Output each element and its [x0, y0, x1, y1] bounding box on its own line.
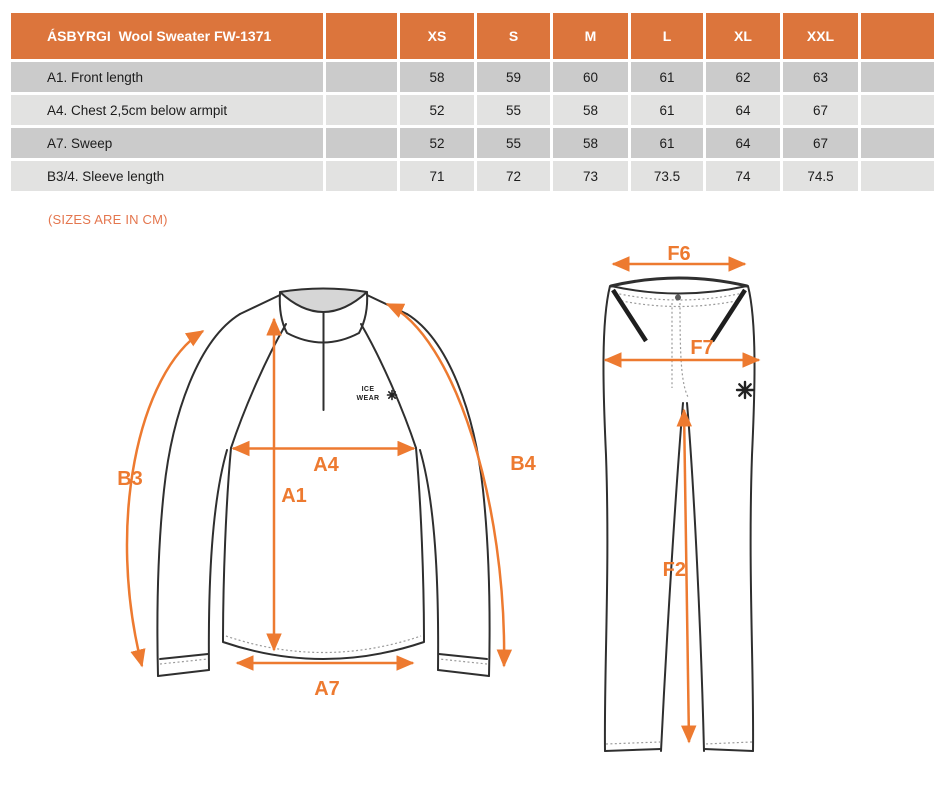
size-cell: 74.5	[783, 161, 858, 191]
size-cell: 61	[631, 128, 703, 158]
row-label: A1. Front length	[11, 62, 323, 92]
logo-text-line2: WEAR	[356, 395, 380, 402]
right-leg-hem	[704, 749, 753, 751]
sweater-drawing	[117, 289, 536, 701]
table-row	[11, 95, 934, 125]
table-row	[11, 128, 934, 158]
row-label: A4. Chest 2,5cm below armpit	[11, 95, 323, 125]
size-cell: 63	[783, 62, 858, 92]
front-length-label: A1	[281, 485, 307, 507]
snowflake-icon	[737, 382, 753, 398]
left-raglan-seam	[231, 324, 286, 448]
waist-button	[675, 295, 681, 301]
spacer-cell	[861, 95, 934, 125]
size-header-l: L	[631, 13, 703, 59]
header-trailing-cell	[861, 13, 934, 59]
spacer-cell	[861, 128, 934, 158]
table-row	[11, 62, 934, 92]
size-cell: 59	[477, 62, 550, 92]
size-cell: 58	[553, 128, 628, 158]
waistband-bottom	[611, 286, 747, 294]
left-sleeve-measure-arrow	[127, 331, 203, 666]
waistband-stitching-2	[617, 300, 741, 307]
spacer-cell	[326, 161, 397, 191]
logo-text-line1: ICE	[361, 386, 375, 393]
size-cell: 64	[706, 128, 780, 158]
spacer-cell	[861, 161, 934, 191]
size-cell: 67	[783, 128, 858, 158]
size-cell: 73	[553, 161, 628, 191]
units-caption: (SIZES ARE IN CM)	[48, 212, 168, 227]
spacer-cell	[326, 128, 397, 158]
snowflake-icon	[388, 391, 397, 400]
size-cell: 72	[477, 161, 550, 191]
sweep-label: A7	[314, 678, 340, 700]
size-cell: 62	[706, 62, 780, 92]
size-cell: 52	[400, 128, 474, 158]
table-title: ÁSBYRGI Wool Sweater FW-1371	[11, 13, 323, 59]
right-cuff	[438, 670, 489, 676]
right-hem-stitching	[705, 742, 752, 744]
sweater-body	[223, 448, 424, 659]
hip-label: F7	[690, 337, 714, 359]
spacer-cell	[326, 95, 397, 125]
waistband-top	[611, 278, 747, 286]
left-cuff-stitching	[160, 659, 208, 664]
garment-measurement-diagram	[0, 240, 946, 785]
table-row	[11, 161, 934, 191]
size-header-xl: XL	[706, 13, 780, 59]
size-cell: 52	[400, 95, 474, 125]
size-cell: 55	[477, 95, 550, 125]
left-leg-hem	[605, 749, 661, 751]
size-header-s: S	[477, 13, 550, 59]
chest-label: A4	[313, 454, 339, 476]
left-cuff-top	[160, 654, 208, 659]
size-cell: 73.5	[631, 161, 703, 191]
right-cuff-stitching	[439, 659, 487, 664]
row-label: B3/4. Sleeve length	[11, 161, 323, 191]
spacer-cell	[861, 62, 934, 92]
spacer-cell	[326, 62, 397, 92]
fly-stitching-right	[680, 303, 688, 397]
size-cell: 64	[706, 95, 780, 125]
size-cell: 71	[400, 161, 474, 191]
left-cuff	[158, 670, 209, 676]
left-hem-stitching	[606, 742, 660, 744]
size-cell: 61	[631, 95, 703, 125]
left-leg-outer	[603, 286, 610, 751]
size-cell: 58	[553, 95, 628, 125]
left-sleeve-label: B3	[117, 468, 143, 490]
pants-drawing	[603, 243, 759, 751]
size-header-m: M	[553, 13, 628, 59]
collar-opening	[280, 289, 367, 313]
size-cell: 61	[631, 62, 703, 92]
right-sleeve-label: B4	[510, 453, 536, 475]
size-cell: 67	[783, 95, 858, 125]
size-cell: 74	[706, 161, 780, 191]
size-cell: 60	[553, 62, 628, 92]
icewear-logo	[357, 386, 397, 402]
left-shoulder-line	[240, 295, 280, 314]
row-label: A7. Sweep	[11, 128, 323, 158]
right-cuff-top	[439, 654, 487, 659]
size-cell: 55	[477, 128, 550, 158]
size-header-xs: XS	[400, 13, 474, 59]
right-leg-outer	[748, 286, 755, 751]
size-cell: 58	[400, 62, 474, 92]
size-chart-table	[8, 10, 937, 194]
size-header-xxl: XXL	[783, 13, 858, 59]
inseam-label: F2	[662, 559, 686, 581]
hem-stitching	[226, 636, 421, 653]
header-spacer-cell	[326, 13, 397, 59]
waist-label: F6	[667, 243, 691, 265]
